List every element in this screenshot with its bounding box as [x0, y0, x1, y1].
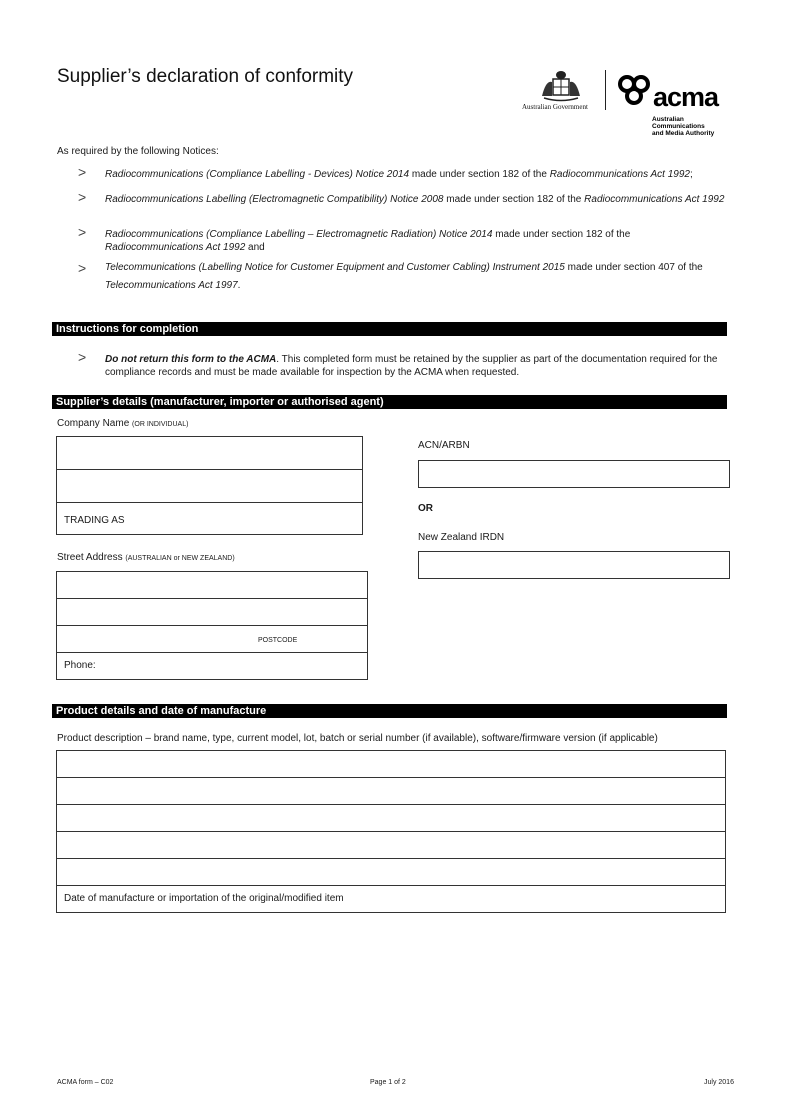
date-of-manufacture-field[interactable]: [57, 886, 725, 912]
company-name-box: [56, 436, 363, 535]
date-of-manufacture-label: Date of manufacture or importation of the original/modified item: [64, 893, 344, 904]
company-name-line-2[interactable]: [57, 470, 362, 503]
arrow-icon: >: [78, 224, 87, 240]
street-address-box: [56, 571, 368, 680]
product-description-line-2[interactable]: [57, 778, 725, 805]
postcode-label: POSTCODE: [258, 637, 298, 644]
arrow-icon: >: [78, 189, 87, 205]
section-header-instructions: Instructions for completion: [52, 322, 727, 336]
arrow-icon: >: [78, 260, 87, 276]
trading-as-label: TRADING AS: [64, 515, 125, 526]
irdn-label: New Zealand IRDN: [418, 532, 505, 543]
product-details-box: [56, 750, 726, 913]
product-description-line-4[interactable]: [57, 832, 725, 859]
footer-date: July 2016: [704, 1079, 734, 1086]
arrow-icon: >: [78, 164, 87, 180]
company-name-line-1[interactable]: [57, 437, 362, 470]
intro-text: As required by the following Notices:: [57, 146, 219, 157]
acma-wordmark: acma: [653, 82, 719, 112]
acn-label: ACN/ARBN: [418, 440, 470, 451]
arrow-icon: >: [78, 349, 87, 365]
acn-field[interactable]: [418, 460, 730, 488]
logo-block: [520, 68, 735, 143]
company-name-label: Company Name (OR INDIVIDUAL): [57, 418, 189, 429]
logo-divider: [605, 70, 606, 110]
postcode-row[interactable]: [57, 626, 367, 653]
street-address-label: Street Address (AUSTRALIAN or NEW ZEALAND): [57, 552, 235, 563]
irdn-field[interactable]: [418, 551, 730, 579]
product-description-line-5[interactable]: [57, 859, 725, 886]
street-line-2[interactable]: [57, 599, 367, 626]
page-title: Supplier’s declaration of conformity: [57, 66, 354, 87]
section-header-supplier: Supplier’s details (manufacturer, importer or authorised agent): [52, 395, 727, 409]
product-description-line-3[interactable]: [57, 805, 725, 832]
coat-of-arms-icon: [538, 70, 584, 102]
footer-page-number: Page 1 of 2: [370, 1079, 406, 1086]
acma-rings-icon: [617, 74, 655, 106]
gov-label: Australian Government: [522, 103, 588, 111]
street-line-1[interactable]: [57, 572, 367, 599]
trading-as-field[interactable]: [57, 503, 362, 534]
phone-field[interactable]: [57, 653, 367, 679]
section-header-product: Product details and date of manufacture: [52, 704, 727, 718]
acma-subtitle: Australian Communications and Media Authority: [652, 116, 715, 137]
product-description-label: Product description – brand name, type, current model, lot, batch or serial number (if available), software/firmware version (if applicable): [57, 733, 658, 744]
phone-label: Phone:: [64, 660, 96, 671]
product-description-line-1[interactable]: [57, 751, 725, 778]
footer-form-id: ACMA form – C02: [57, 1079, 114, 1086]
or-label: OR: [418, 503, 433, 514]
